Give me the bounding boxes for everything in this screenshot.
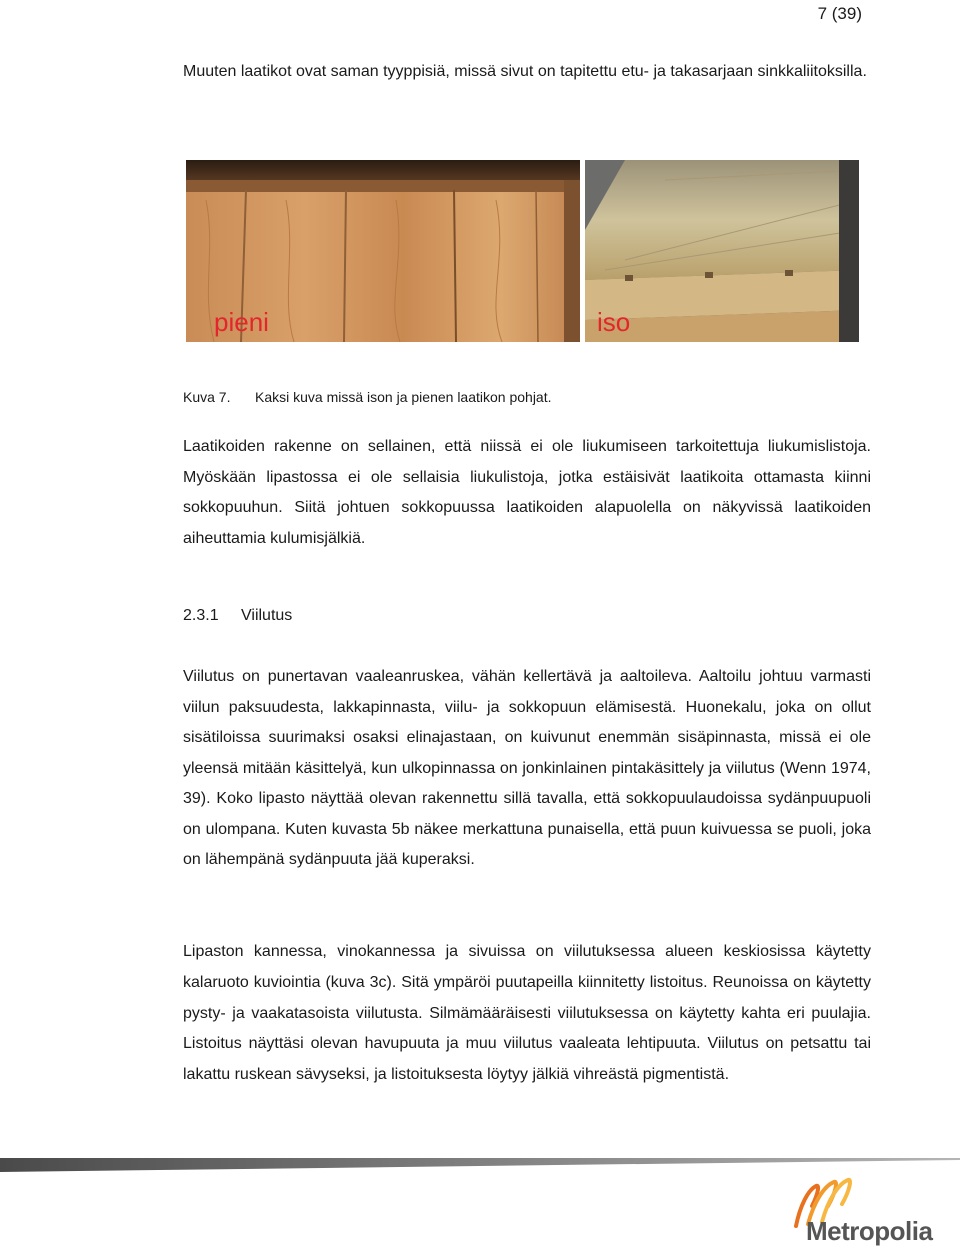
section-title: Viilutus (241, 607, 293, 624)
metropolia-logo (784, 1176, 954, 1248)
footer-bar (0, 1158, 960, 1172)
photo-large-drawer-bottom (585, 160, 859, 342)
caption-text: Kaksi kuva missä ison ja pienen laatikon pohjat. (255, 389, 552, 405)
figure-caption (183, 389, 552, 405)
paragraph-lid-veneer: Lipaston kannessa, vinokannessa ja sivuissa on viilutuksessa alueen keskiosissa käytetty kalaruoto kuviointia (kuva 3c). Sitä ympäröi puutapeilla kiinnitetty listoitus. Reunoissa on käytetty pysty- ja vaakatasoista viilutusta. Silmämääräisesti viilutuksessa on käytetty kahta eri puulajia. Listoitus näyttäsi olevan havupuuta ja muu viilutus vaaleata lehtipuuta. Viilutus on petsattu tai lakattu ruskean sävyseksi, ja listoituksesta löytyy jälkiä vihreästä pigmentistä. (183, 943, 871, 1084)
page-number: 7 (39) (817, 4, 862, 23)
caption-number: Kuva 7. (183, 389, 231, 405)
section-number: 2.3.1 (183, 607, 219, 624)
paragraph-veneer: Viilutus on punertavan vaaleanruskea, vähän kellertävä ja aaltoileva. Aaltoilu johtuu varmasti viilun paksuudesta, lakkapinnasta, viilu- ja sokkopuun elämisestä. Huonekalu, joka on ollut sisätiloissa suurimaksi osaksi elinajastaan, on kuivunut enemmän sisäpinnasta, missä ei ole yleensä mitään käsittelyä, kun ulkopinnassa on jonkinlainen pintakäsittely ja viilutus (Wenn 1974, 39). Koko lipasto näyttää olevan rakennettu sillä tavalla, että sokkopuulaudoissa sydänpuupuoli on ulompana. Kuten kuvasta 5b näkee merkattuna punaisella, että puun kuivuessa se puoli, joka on lähempänä sydänpuuta jää kuperaksi. (183, 668, 871, 868)
section-heading (183, 607, 292, 625)
intro-paragraph: Muuten laatikot ovat saman tyyppisiä, missä sivut on tapitettu etu- ja takasarjaan sinkkaliitoksilla. (183, 63, 867, 80)
paragraph-drawer-structure: Laatikoiden rakenne on sellainen, että niissä ei ole liukumiseen tarkoitettuja liukumislistoja. Myöskään lipastossa ei ole sellaisia liukulistoja, jotka estäisivät laatikoita ottamasta kiinni sokkopuuhun. Siitä johtuen sokkopuussa laatikoiden alapuolella on näkyvissä laatikoiden aiheuttamia kulumisjälkiä. (183, 438, 871, 547)
logo-text: Metropolia (806, 1216, 933, 1246)
photo-label-small: pieni (214, 307, 269, 337)
photo-label-large: iso (597, 307, 631, 337)
photo-small-drawer-bottom (186, 160, 580, 342)
